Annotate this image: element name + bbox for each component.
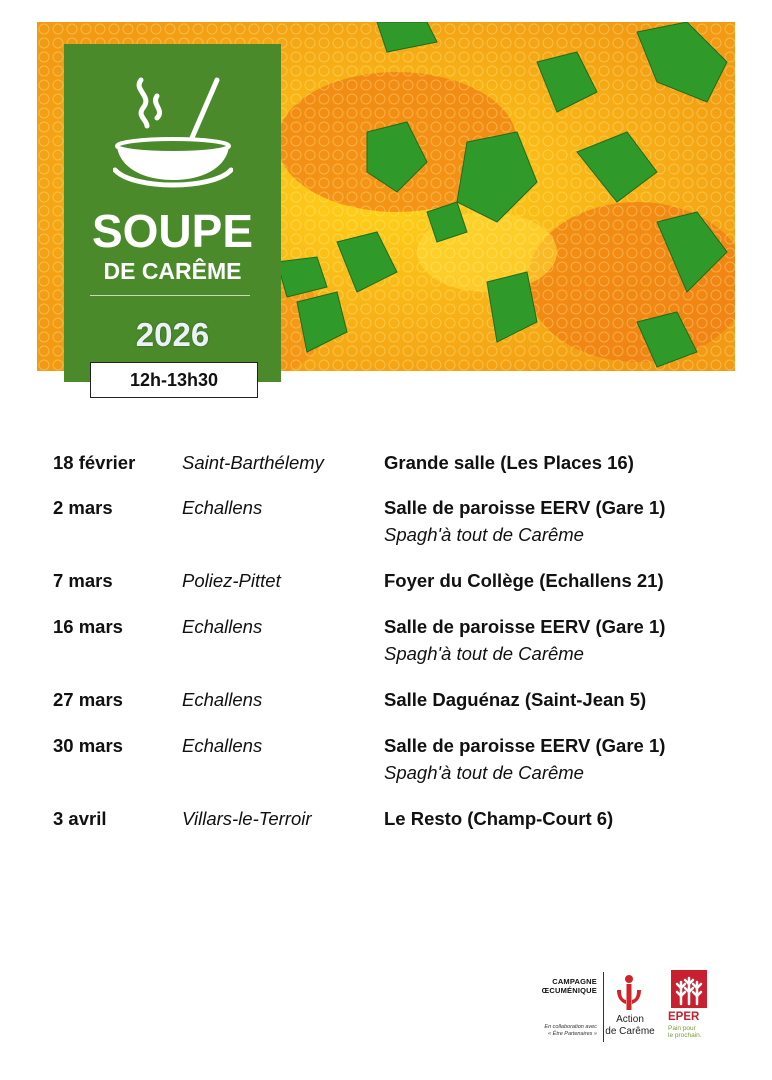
- title-de-careme: DE CARÊME: [103, 258, 242, 284]
- event-note: Spagh'à tout de Carême: [384, 643, 584, 664]
- title-divider: [90, 295, 250, 296]
- event-date: 2 mars: [53, 497, 113, 518]
- time-badge: 12h-13h30: [90, 362, 258, 398]
- event-date: 3 avril: [53, 808, 107, 829]
- eper-tagline-line2: le prochain.: [668, 1032, 702, 1039]
- event-date: 30 mars: [53, 735, 123, 756]
- action-line2: de Carême: [605, 1026, 655, 1037]
- collaboration-note: [514, 1024, 597, 1038]
- action-line1: Action: [616, 1014, 644, 1025]
- partner-logos: [500, 950, 772, 1080]
- action-de-careme-logo-icon: [614, 974, 644, 1012]
- event-place: Villars-le-Terroir: [182, 808, 312, 829]
- event-place: Echallens: [182, 689, 263, 710]
- collab-line1: En collaboration avec: [544, 1024, 597, 1030]
- event-place: Echallens: [182, 735, 263, 756]
- event-venue: Grande salle (Les Places 16): [384, 452, 634, 473]
- eper-tagline: [668, 1025, 702, 1039]
- event-venue: Foyer du Collège (Echallens 21): [384, 570, 664, 591]
- event-place: Echallens: [182, 616, 263, 637]
- event-date: 16 mars: [53, 616, 123, 637]
- event-venue: Salle de paroisse EERV (Gare 1): [384, 497, 666, 518]
- campaign-label: [520, 977, 597, 995]
- event-note: Spagh'à tout de Carême: [384, 762, 584, 783]
- campaign-line1: CAMPAGNE: [552, 977, 597, 986]
- year-label: 2026: [135, 316, 210, 353]
- eper-tagline-line1: Pain pour: [668, 1025, 696, 1032]
- eper-logo-icon: [671, 970, 707, 1008]
- collab-line2: « Être Partenaires »: [548, 1031, 597, 1037]
- event-place: Echallens: [182, 497, 263, 518]
- title-soupe: SOUPE: [91, 205, 254, 257]
- event-venue: Le Resto (Champ-Court 6): [384, 808, 614, 829]
- action-de-careme-label: [602, 1014, 658, 1038]
- title-panel: [64, 44, 281, 382]
- event-venue: Salle de paroisse EERV (Gare 1): [384, 735, 666, 756]
- event-venue: Salle Daguénaz (Saint-Jean 5): [384, 689, 647, 710]
- soup-bowl-icon: [113, 62, 233, 202]
- event-date: 7 mars: [53, 570, 113, 591]
- event-place: Poliez-Pittet: [182, 570, 281, 591]
- event-place: Saint-Barthélemy: [182, 452, 324, 473]
- event-date: 27 mars: [53, 689, 123, 710]
- event-venue: Salle de paroisse EERV (Gare 1): [384, 616, 666, 637]
- event-note: Spagh'à tout de Carême: [384, 524, 584, 545]
- event-date: 18 février: [53, 452, 136, 473]
- campaign-line2: ŒCUMÉNIQUE: [541, 986, 597, 995]
- eper-label: EPER: [668, 1011, 700, 1023]
